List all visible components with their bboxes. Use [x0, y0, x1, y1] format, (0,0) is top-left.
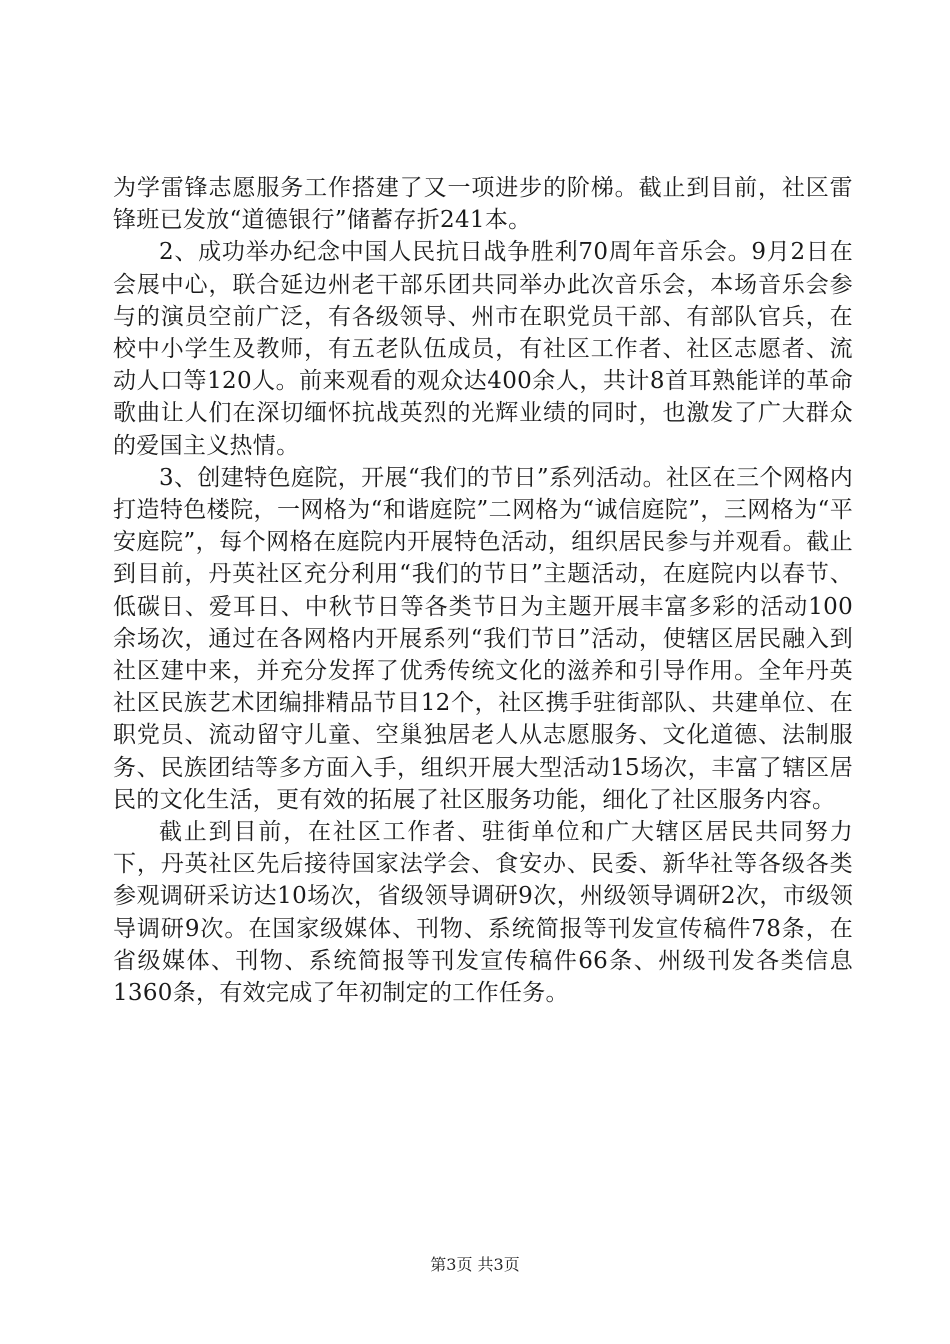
paragraph-courtyard: 3、创建特色庭院，开展“我们的节日”系列活动。社区在三个网格内打造特色楼院，一网格为“和谐庭院”二网格为“诚信庭院”，三网格为“平安庭院”，每个网格在庭院内开展特色活动，组织居民参与并观看。截止到目前，丹英社区充分利用“我们的节日”主题活动，在庭院内以春节、低碳日、爱耳日、中秋节日等各类节日为主题开展丰富多彩的活动100余场次，通过在各网格内开展系列“我们节日”活动，使辖区居民融入到社区建中来，并充分发挥了优秀传统文化的滋养和引导作用。全年丹英社区民族艺术团编排精品节目12个，社区携手驻街部队、共建单位、在职党员、流动留守儿童、空巢独居老人从志愿服务、文化道德、法制服务、民族团结等多方面入手，组织开展大型活动15场次，丰富了辖区居民的文化生活，更有效的拓展了社区服务功能，细化了社区服务内容。 [113, 464, 853, 813]
document-body [113, 172, 853, 1009]
paragraph-continuation: 为学雷锋志愿服务工作搭建了又一项进步的阶梯。截止到目前，社区雷锋班已发放“道德银行”储蓄存折241本。 [113, 175, 853, 234]
page-number-footer: 第3页 共3页 [430, 1255, 520, 1274]
paragraph-concert: 2、成功举办纪念中国人民抗日战争胜利70周年音乐会。9月2日在会展中心，联合延边州老干部乐团共同举办此次音乐会，本场音乐会参与的演员空前广泛，有各级领导、州市在职党员干部、有部队官兵，在校中小学生及教师，有五老队伍成员，有社区工作者、社区志愿者、流动人口等120人。前来观看的观众达400余人，共计8首耳熟能详的革命歌曲让人们在深切缅怀抗战英烈的光辉业绩的同时，也激发了广大群众的爱国主义热情。 [113, 239, 853, 459]
paragraph-summary: 截止到目前，在社区工作者、驻街单位和广大辖区居民共同努力下，丹英社区先后接待国家法学会、食安办、民委、新华社等各级各类参观调研采访达10场次，省级领导调研9次，州级领导调研2次，市级领导调研9次。在国家级媒体、刊物、系统简报等刊发宣传稿件78条，在省级媒体、刊物、系统简报等刊发宣传稿件66条、州级刊发各类信息1360条，有效完成了年初制定的工作任务。 [113, 819, 853, 1007]
